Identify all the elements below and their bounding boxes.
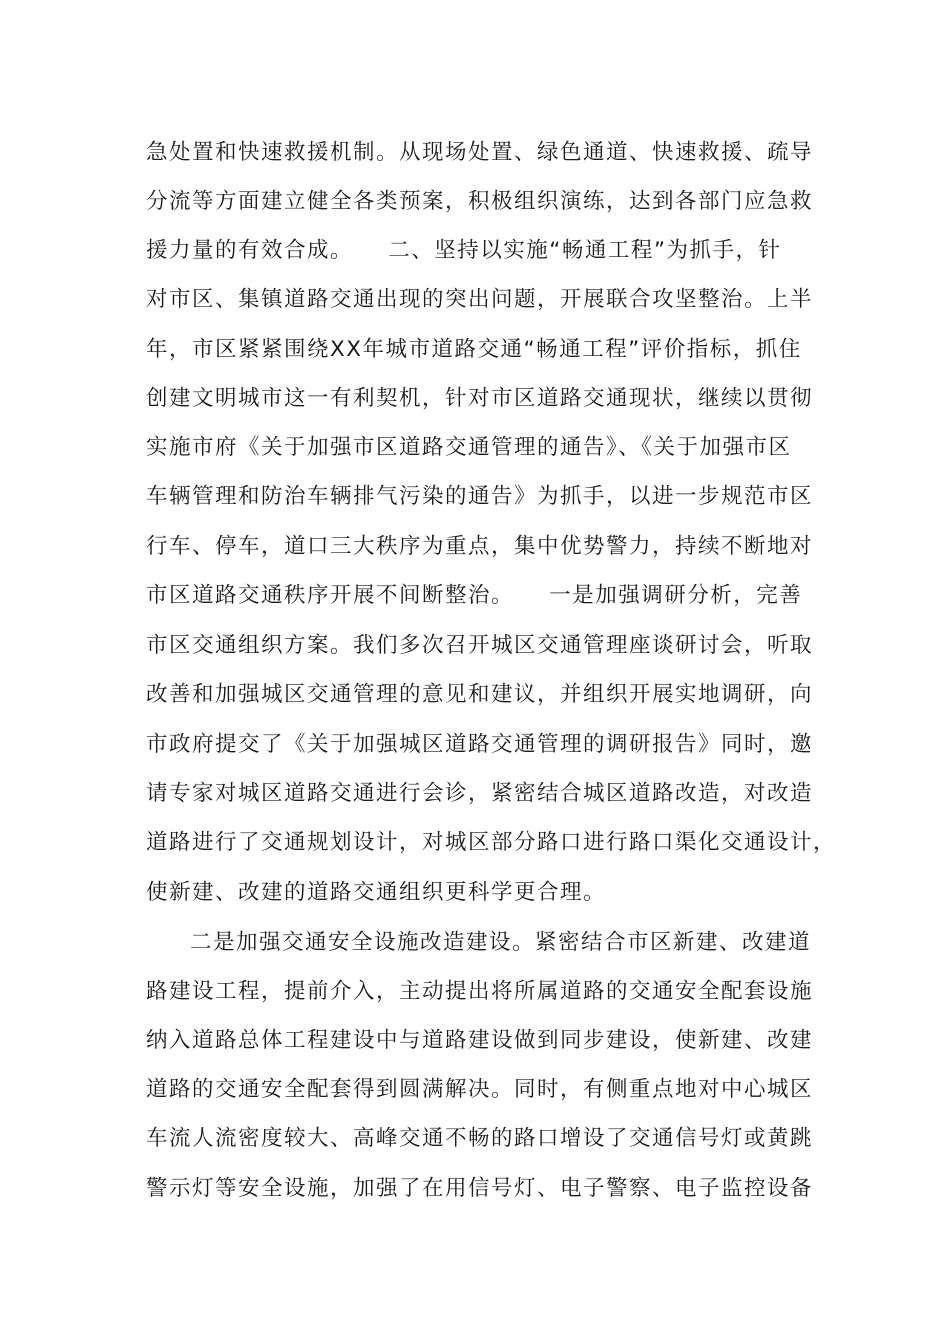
- text-line: 年，市区紧紧围绕XX年城市道路交通“畅通工程”评价指标，抓住: [146, 337, 802, 362]
- paragraph-first-line: 二是加强交通安全设施改造建设。紧密结合市区新建、改建道: [190, 930, 812, 955]
- text-line: 车流人流密度较大、高峰交通不畅的路口增设了交通信号灯或黄跳: [146, 1126, 814, 1151]
- text-line: 纳入道路总体工程建设中与道路建设做到同步建设，使新建、改建: [146, 1028, 814, 1053]
- text-line: 请专家对城区道路交通进行会诊，紧密结合城区道路改造，对改造: [146, 781, 814, 806]
- text-line: 改善和加强城区交通管理的意见和建议，并组织开展实地调研，向: [146, 682, 814, 707]
- text-line: 实施市府《关于加强市区道路交通管理的通告》、《关于加强市区: [146, 435, 792, 460]
- text-line: 使新建、改建的道路交通组织更科学更合理。: [146, 880, 607, 905]
- text-line: 车辆管理和防治车辆排气污染的通告》为抓手，以进一步规范市区: [146, 484, 814, 509]
- text-line: 对市区、集镇道路交通出现的突出问题，开展联合攻坚整治。上半: [146, 287, 814, 312]
- text-line: 市区道路交通秩序开展不间断整治。 一是加强调研分析，完善: [146, 583, 803, 608]
- text-line: 急处置和快速救援机制。从现场处置、绿色通道、快速救援、疏导: [146, 140, 814, 165]
- text-line: 警示灯等安全设施，加强了在用信号灯、电子警察、电子监控设备: [146, 1176, 814, 1201]
- text-line: 道路进行了交通规划设计，对城区部分路口进行路口渠化交通设计，: [146, 830, 837, 855]
- text-line: 路建设工程，提前介入，主动提出将所属道路的交通安全配套设施: [146, 979, 814, 1004]
- text-line: 道路的交通安全配套得到圆满解决。同时，有侧重点地对中心城区: [146, 1077, 814, 1102]
- text-line: 创建文明城市这一有利契机，针对市区道路交通现状，继续以贯彻: [146, 386, 814, 411]
- text-line: 市区交通组织方案。我们多次召开城区交通管理座谈研讨会，听取: [146, 633, 814, 658]
- text-line: 分流等方面建立健全各类预案，积极组织演练，达到各部门应急救: [146, 189, 814, 214]
- text-line: 行车、停车，道口三大秩序为重点，集中优势警力，持续不断地对: [146, 534, 814, 559]
- text-line: 市政府提交了《关于加强城区道路交通管理的调研报告》同时，邀: [146, 732, 814, 757]
- text-line: 援力量的有效合成。 二、坚持以实施“畅通工程”为抓手，针: [146, 238, 782, 263]
